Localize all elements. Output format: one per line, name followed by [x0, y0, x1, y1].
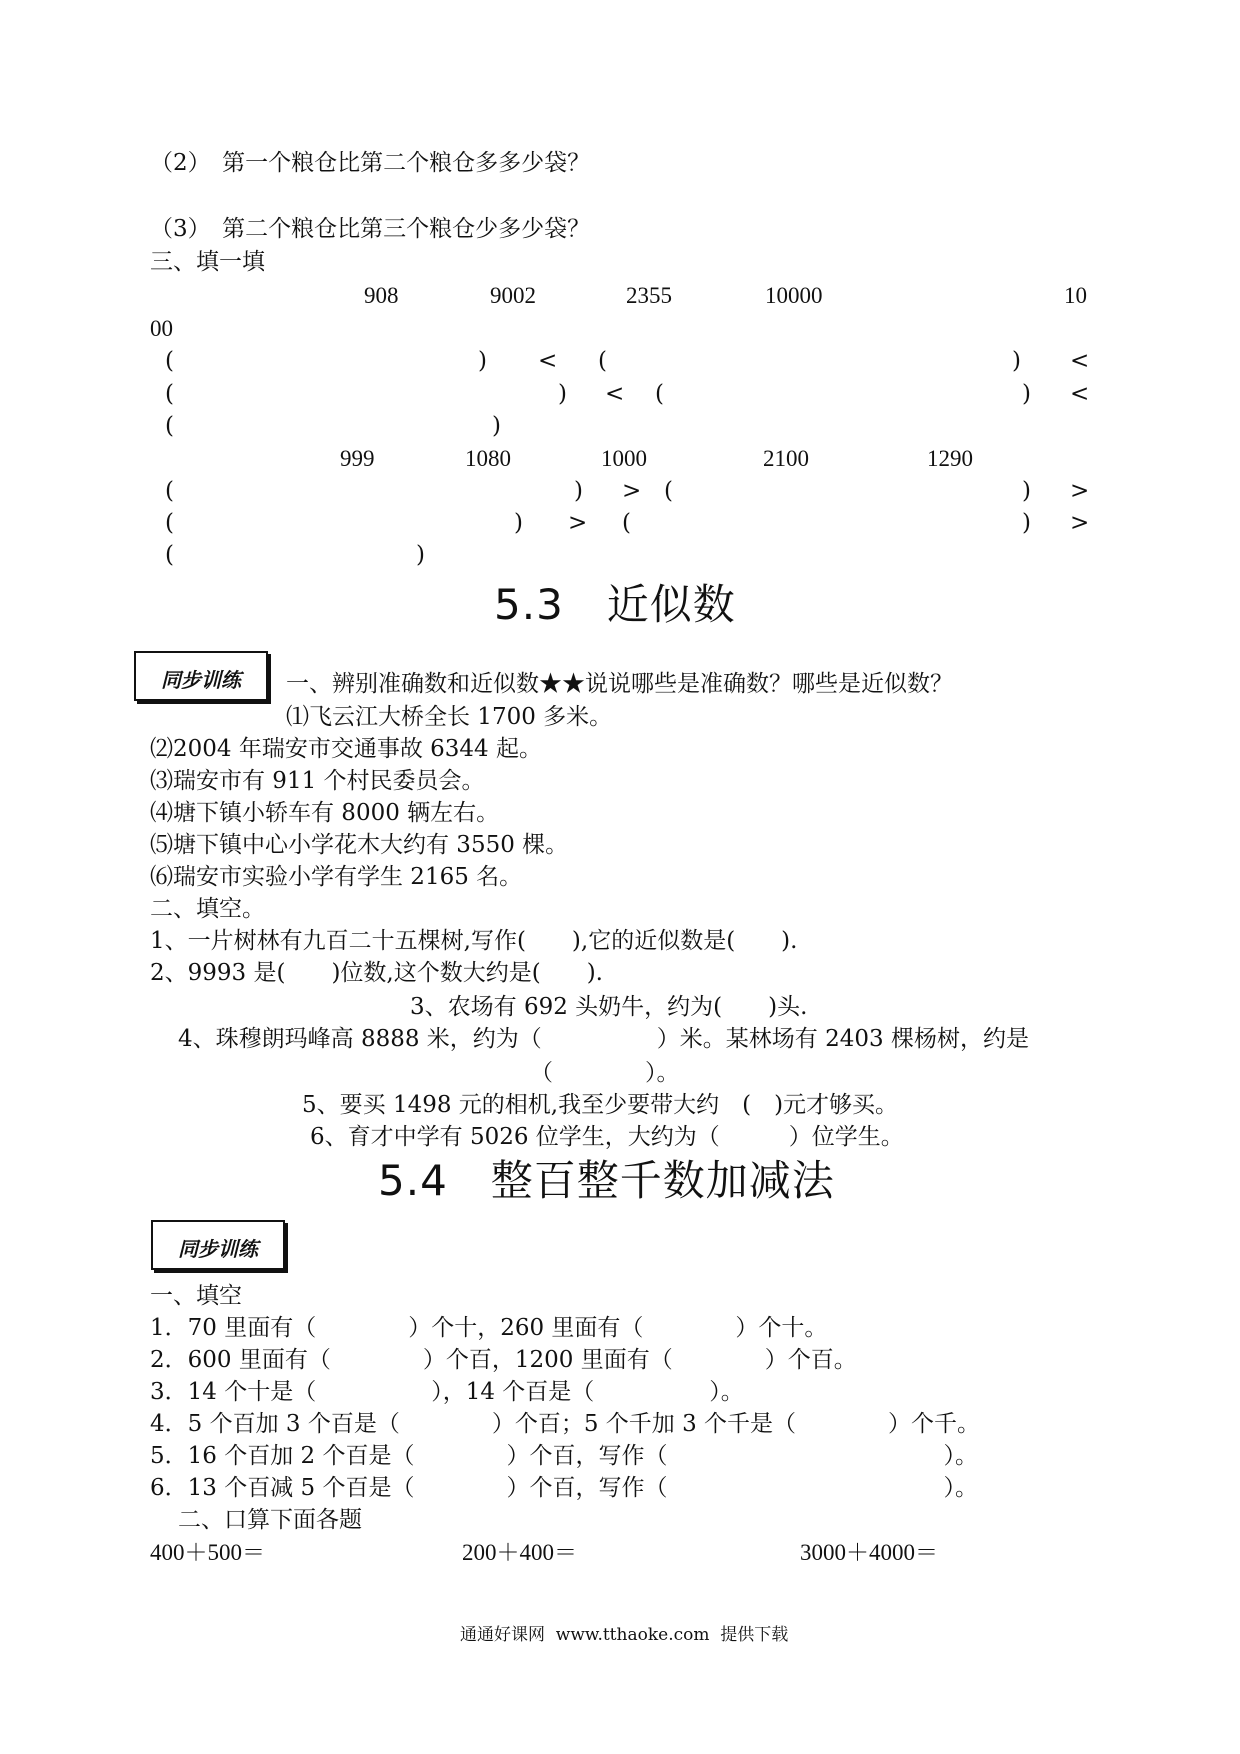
less-than-sign: < [1070, 381, 1090, 407]
fill-blank-item: 2．600 里面有（ ）个百，1200 里面有（ ）个百。 [150, 1347, 857, 1373]
blank-close: ) [1022, 381, 1031, 407]
blank-open: ( [598, 348, 607, 374]
number-908: 908 [364, 283, 399, 308]
q2-item: 6、育才中学有 5026 位学生，大约为（ ）位学生。 [310, 1124, 904, 1150]
fill-blank-item: 3．14 个十是（ ），14 个百是（ ）。 [150, 1379, 744, 1405]
greater-than-sign: > [568, 510, 588, 536]
number-2100: 2100 [763, 446, 809, 471]
fill-blank-item: 1．70 里面有（ ）个十，260 里面有（ ）个十。 [150, 1315, 828, 1341]
sync-training-badge [151, 1220, 285, 1270]
blank-close: ) [1012, 348, 1021, 374]
number-999: 999 [340, 446, 375, 471]
q1-item: ⑵2004 年瑞安市交通事故 6344 起。 [150, 736, 542, 762]
q1-item: ⑴飞云江大桥全长 1700 多米。 [286, 704, 613, 730]
less-than-sign: < [538, 348, 558, 374]
blank-close: ) [416, 542, 425, 568]
section-title-5-4: 5.4 整百整千数加减法 [378, 1156, 835, 1205]
page-footer: 通通好课网 www.tthaoke.com 提供下载 [460, 1625, 789, 1645]
mental-math-item: 3000＋4000＝ [800, 1540, 938, 1565]
q1-item: ⑹瑞安市实验小学有学生 2165 名。 [150, 864, 523, 890]
number-1000-part2: 00 [150, 316, 173, 341]
fill-blank-item: 4．5 个百加 3 个百是（ ）个百；5 个千加 3 个千是（ ）个千。 [150, 1411, 981, 1437]
greater-than-sign: > [1070, 478, 1090, 504]
blank-open: ( [664, 478, 673, 504]
blank-close: ) [1022, 478, 1031, 504]
blank-open: ( [165, 542, 174, 568]
q2-item: 1、一片树林有九百二十五棵树,写作( ),它的近似数是( ). [150, 928, 798, 954]
number-10000: 10000 [765, 283, 823, 308]
number-9002: 9002 [490, 283, 536, 308]
q1-item: ⑶瑞安市有 911 个村民委员会。 [150, 768, 485, 794]
blank-open: ( [655, 381, 664, 407]
greater-than-sign: > [1070, 510, 1090, 536]
q1-item: ⑷塘下镇小轿车有 8000 辆左右。 [150, 800, 500, 826]
sync-training-badge [134, 651, 268, 701]
greater-than-sign: > [622, 478, 642, 504]
blank-close: ) [574, 478, 583, 504]
fill-blank-item: 5．16 个百加 2 个百是（ ）个百，写作（ ）。 [150, 1443, 978, 1469]
blank-open: ( [165, 413, 174, 439]
blank-open: ( [165, 510, 174, 536]
less-than-sign: < [1070, 348, 1090, 374]
badge-label: 同步训练 [178, 1237, 258, 1261]
q2-item: 3、农场有 692 头奶牛，约为( )头. [410, 994, 808, 1020]
blank-open: ( [165, 478, 174, 504]
badge-label: 同步训练 [161, 668, 241, 692]
question-2: （2） 第一个粮仓比第二个粮仓多多少袋？ [150, 150, 591, 176]
q1-heading: 一、辨别准确数和近似数★★说说哪些是准确数？哪些是近似数？ [286, 671, 953, 697]
blank-close: ) [514, 510, 523, 536]
q2-item-continued: （ ）。 [530, 1060, 680, 1086]
mental-math-item: 200＋400＝ [462, 1540, 577, 1565]
q2-item: 5、要买 1498 元的相机,我至少要带大约 ( )元才够买。 [302, 1092, 899, 1118]
mental-math-item: 400＋500＝ [150, 1540, 265, 1565]
less-than-sign: < [605, 381, 625, 407]
q2-item: 2、9993 是( )位数,这个数大约是( ). [150, 960, 603, 986]
q2-item: 4、珠穆朗玛峰高 8888 米，约为（ ）米。某林场有 2403 棵杨树，约是 [178, 1026, 1029, 1052]
number-1000: 1000 [601, 446, 647, 471]
number-1000-part1: 10 [1064, 283, 1087, 308]
blank-close: ) [1022, 510, 1031, 536]
fill-heading: 三、填一填 [150, 249, 265, 275]
question-3: （3） 第二个粮仓比第三个粮仓少多少袋？ [150, 216, 591, 242]
blank-close: ) [492, 413, 501, 439]
blank-open: ( [165, 348, 174, 374]
q1-item: ⑸塘下镇中心小学花木大约有 3550 棵。 [150, 832, 569, 858]
fill-blank-item: 6．13 个百减 5 个百是（ ）个百，写作（ ）。 [150, 1475, 978, 1501]
blank-close: ) [478, 348, 487, 374]
number-1290: 1290 [927, 446, 973, 471]
section-title-5-3: 5.3 近似数 [494, 580, 736, 629]
blank-open: ( [165, 381, 174, 407]
mental-math-heading: 二、口算下面各题 [178, 1507, 362, 1533]
blank-close: ) [558, 381, 567, 407]
number-1080: 1080 [465, 446, 511, 471]
blank-open: ( [622, 510, 631, 536]
number-2355: 2355 [626, 283, 672, 308]
q2-heading: 二、填空。 [150, 896, 265, 922]
fill-blanks-heading: 一、填空 [150, 1283, 242, 1309]
